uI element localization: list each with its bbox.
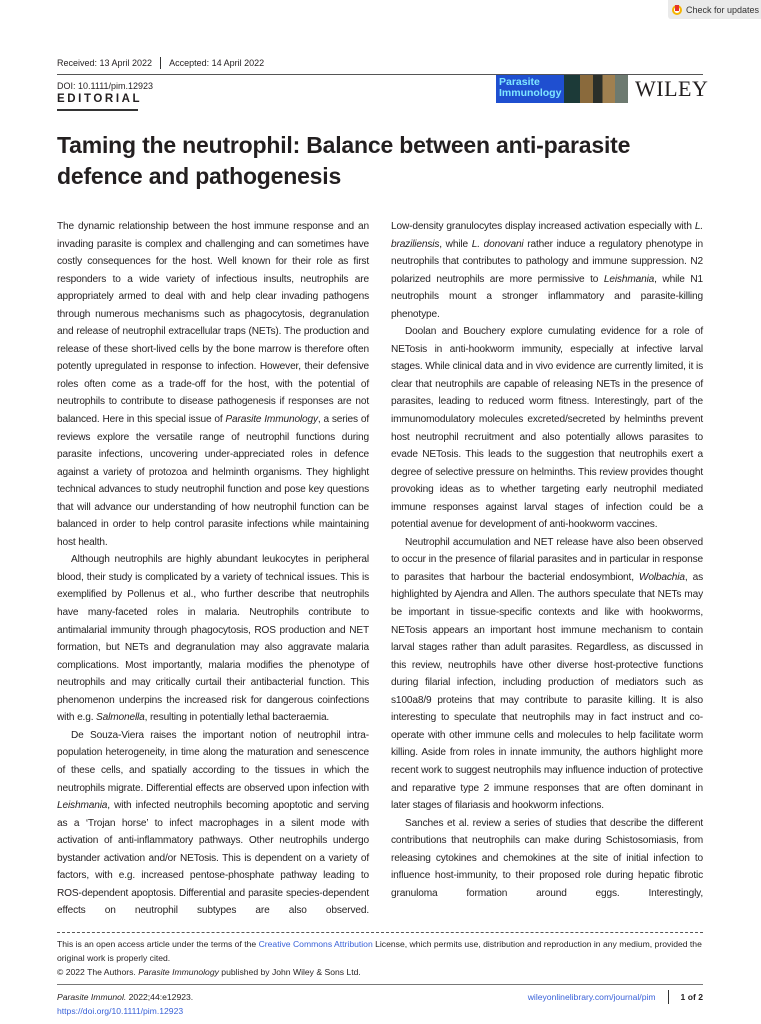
paragraph-text: The dynamic relationship between the host immune response and an invading parasite is complex and challenging and can sometimes have costly consequences for the host. Well known for their role as first responders to a wide variety of infectious insults, neutrophils are appropriately armed to deal with and help clear invading pathogens through numerous mechanisms such as phagocytosis, degranulation and release of neutrophil extracellular traps (NETs). The production and release of these short-lived cells by the bone marrow is therefore often potently upregulated in response to infection. However, their defensive roles often come as a trade-off for the host, with the potential of neutrophils to contribute to disease pathogenesis if responses are not balanced. Here in this special issue of <box>57 221 369 426</box>
section-label: EDITORIAL <box>57 93 143 105</box>
journal-logo: Parasite Immunology <box>496 75 564 103</box>
paragraph-text: , with infected neutrophils becoming apoptotic and serving as a ‘Trojan horse’ to infect macrophages in a silent mode with activation of anti-inflammatory pathways. Other neutrophils undergo bystander activation and/or NETosis. This is dependent on a variety of factors, with e.g. increased pentose-phosphate pathway leading to ROS-dependent apoptosis. Differential and parasite species-dependent effects on neutrophil subtypes are also observed. <box>57 800 369 917</box>
footer-rule <box>57 984 703 985</box>
copyright-publisher: published by John Wiley & Sons Ltd. <box>218 966 361 977</box>
paragraph-text: , as highlighted by Ajendra and Allen. The authors speculate that NETs may be important in tissue-specific contexts and like with hookworms, NETosis appears an important host immune mechanism to contain larval stages rather than adult parasites. Regardless, as discussed in this review, neutrophils have other diverse host-protective functions during filarial infection, including production of mediators such as s100a8/9 proteins that may contribute to parasite killing. It is also interesting to speculate that neutrophils may in fact instruct and co-operate with other immune cells and molecules to help facilitate worm killing. Aside from roles in innate immunity, the authors highlight more recent work to suggest neutrophils may influence induction of protective and reparative type 2 immune responses that are often dominant in later stages of filariasis and hookworm infections. <box>391 571 703 812</box>
citation <box>57 990 193 1018</box>
paragraph-text: , a series of reviews explore the versatile range of neutrophil functions during parasite infections, uncovering under-appreciated roles in defence against a variety of protozoa and helminth organisms. They highlight technical advances to study neutrophil function and pose key questions that will advance our understanding of how neutrophil function can be balanced in order to help control parasite infections while maintaining host health. <box>57 414 369 548</box>
paragraph <box>57 727 369 920</box>
paragraph-text: rather induce a regulatory phenotype in neutrophils that contributes to pathology and immune suppression. N2 polarized neutrophils are more permissive to <box>391 238 703 285</box>
paragraph-text: Neutrophil accumulation and NET release have also been observed to occur in the presence of filarial parasites and in particular in response to parasites that harbour the bacterial endosymbiont, <box>391 536 703 583</box>
italic-term: Leishmania <box>603 273 655 285</box>
paragraph <box>391 534 703 815</box>
paragraph-text: De Souza-Viera raises the important notion of neutrophil intra-population heterogeneity, in time along the maturation and senescence of these cells, and spatially according to the tissues in which the neutrophils migrate. Differential effects are observed upon infection with <box>57 729 369 794</box>
citation-journal: Parasite Immunol. <box>57 991 127 1002</box>
body-column-left <box>57 218 369 920</box>
doi-link[interactable]: https://doi.org/10.1111/pim.12923 <box>57 1005 184 1016</box>
citation-volume: 2022;44:e12923. <box>126 991 194 1002</box>
paragraph-text: , resulting in potentially lethal bacteraemia. <box>144 712 330 724</box>
paragraph-text: Doolan and Bouchery explore cumulating evidence for a role of NETosis in anti-hookworm immunity, especially at infective larval stages. While clinical data and in vivo evidence are currently limited, it is clear that neutrophils are capable of releasing NETs in the presence of parasites, leading to reduced worm fitness. Interestingly, part of the immunomodulatory molecules excreted/secreted by helminths prevent host neutrophil recruitment and also potentially allows parasites to evade NETosis. This leads to the suggestion that neutrophils exert a degree of selective pressure on helminths. This review provides thought provoking ideas as to whether targeting early neutrophil mediated immune responses against larval stages of infection could be a potential avenue for development of anti-hookworm vaccines. <box>391 326 703 531</box>
paragraph-text: , while <box>439 238 472 250</box>
creative-commons-link[interactable]: Creative Commons Attribution <box>258 938 373 949</box>
license-notice <box>57 937 703 979</box>
italic-term: Salmonella <box>96 712 145 724</box>
paragraph <box>391 323 703 534</box>
footer-right <box>528 990 703 1004</box>
doi: DOI: 10.1111/pim.12923 <box>57 81 154 91</box>
paragraph-text: Low-density granulocytes display increased activation especially with <box>391 221 695 232</box>
publisher-logo: WILEY <box>635 76 709 101</box>
italic-term: Leishmania <box>57 800 108 812</box>
page-number: 1 of 2 <box>668 990 703 1004</box>
accepted-date: Accepted: 14 April 2022 <box>160 57 272 69</box>
italic-term: Wolbachia <box>638 571 685 583</box>
paragraph-text: Sanches et al. review a series of studies that describe the different contributions that neutrophils can make during Schistosomiasis, from releasing cytokines and chemokines at the site of initial infection to influence host-immunity, to their proposed role during hepatic fibrotic granuloma formation around eggs. Interestingly, <box>391 817 703 899</box>
paragraph <box>391 218 703 323</box>
paragraph-text: , while N1 neutrophils mount a stronger inflammatory and parasite-killing phenotype. <box>391 273 703 320</box>
copyright-text: © 2022 The Authors. <box>57 966 139 977</box>
license-text: This is an open access article under the terms of the <box>57 938 259 949</box>
check-for-updates-label: Check for updates <box>686 4 760 15</box>
body-column-right <box>391 218 703 902</box>
footnote-divider <box>57 932 703 933</box>
page-footer <box>57 990 703 1018</box>
italic-term: L. donovani <box>471 238 524 250</box>
paragraph-text: Although neutrophils are highly abundant leukocytes in peripheral blood, their study is complicated by a variety of technical issues. This is exemplified by Pollenus et al., who further describe that neutrophils have many-faceted roles in malaria. Neutrophils contribute to antimalarial immunity through phagocytosis, ROS production and NET formation, but NETs and degranulation may also aggravate malaria complications. Most importantly, malaria modifies the phenotype of neutrophils and may critically curtail their antibacterial function. This phenomenon underpins the increased risk for dangerous coinfections with e.g. <box>57 554 369 724</box>
paragraph <box>57 218 369 551</box>
article-title: Taming the neutrophil: Balance between anti-parasite defence and pathogenesis <box>57 132 631 189</box>
paragraph <box>391 815 703 903</box>
italic-term: L. braziliensis <box>391 221 703 250</box>
journal-site-link[interactable]: wileyonlinelibrary.com/journal/pim <box>527 991 656 1002</box>
italic-term: Parasite Immunology <box>225 414 318 426</box>
paragraph <box>57 551 369 726</box>
copyright-journal: Parasite Immunology <box>138 966 219 977</box>
received-date: Received: 13 April 2022 <box>57 58 153 68</box>
license-text-cont: License, which permits use, distribution and reproduction in any medium, provided the original work is properly cited. <box>57 938 702 963</box>
body-columns <box>57 218 703 920</box>
